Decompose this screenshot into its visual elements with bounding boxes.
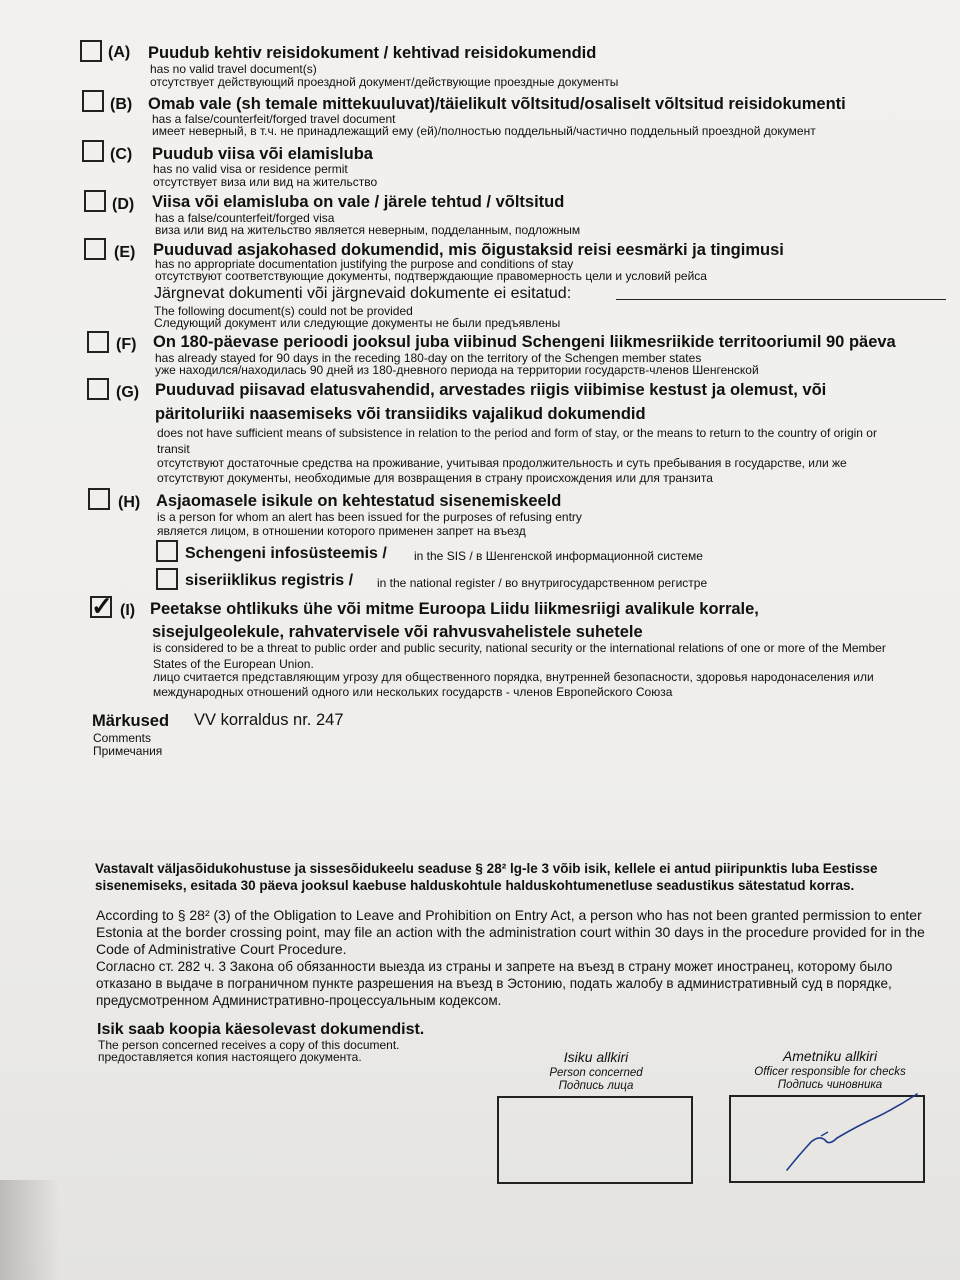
checkbox-h-national[interactable]: [156, 568, 178, 590]
item-g-ru-2: отсутствуют документы, необходимые для возвращения в страну происхождения или для транзита: [157, 471, 713, 485]
item-a-letter: (A): [108, 44, 131, 61]
item-d-ru: виза или вид на жительство является неверным, подделанным, подложным: [155, 223, 581, 237]
item-e-letter: (E): [114, 244, 136, 261]
person-signature-ru: Подпись лица: [558, 1080, 634, 1092]
remarks-ru: Примечания: [93, 744, 163, 758]
item-g-en: does not have sufficient means of subsistence in relation to the period and form of stay, or the means to return to the country of origin or: [157, 426, 877, 440]
item-g-ru: отсутствуют достаточные средства на проживание, учитывая продолжительность и суть пребывания в государстве, или же: [157, 456, 847, 470]
item-h-sis-title: Schengeni infosüsteemis /: [185, 545, 387, 562]
item-f-letter: (F): [116, 336, 137, 353]
item-b-ru: имеет неверный, в т.ч. не принадлежащий ему (ей)/полностью поддельный/частично поддельный проездной документ: [152, 124, 816, 138]
checkbox-e[interactable]: [84, 238, 106, 260]
item-g-title-2: päritoluriiki naasemiseks või transiidiks vajalikud dokumendid: [155, 405, 646, 423]
checkbox-h-sis[interactable]: [156, 540, 178, 562]
item-h-national-title: siseriiklikus registris /: [185, 572, 354, 589]
item-a-en: has no valid travel document(s): [150, 62, 317, 76]
item-a-title: Puudub kehtiv reisidokument / kehtivad reisidokumendid: [148, 44, 597, 62]
item-e-sub-en: The following document(s) could not be provided: [154, 304, 413, 318]
item-g-letter: (G): [116, 384, 140, 401]
item-e-en: has no appropriate documentation justifying the purpose and conditions of stay: [155, 257, 574, 271]
item-d-letter: (D): [112, 196, 135, 213]
item-g-en-2: transit: [157, 442, 190, 456]
item-h-ru: является лицом, в отношении которого применен запрет на въезд: [157, 524, 526, 538]
item-b-en: has a false/counterfeit/forged travel document: [152, 112, 396, 126]
item-i-ru: лицо считается представляющим угрозу для общественного порядка, внутренней безопасности, здоровья народонаселения или: [153, 670, 874, 684]
legal-et: Vastavalt väljasõidukohustuse ja sissesõidukeelu seaduse § 28² lg-le 3 võib isik, kellele ei antud piiripunktis luba Eestisse sisenemiseks, esitada 30 päeva jooksul kaebuse halduskohtule halduskohtumenetluse seadustikus sätestatud korras.: [95, 861, 878, 893]
item-e-sub-ru: Следующий документ или следующие документы не были предъявлены: [154, 316, 561, 330]
item-h-title: Asjaomasele isikule on kehtestatud sisenemiskeeld: [156, 492, 562, 510]
legal-ru: Согласно ст. 282 ч. 3 Закона об обязанности выезда из страны и запрете на въезд в страну может иностранец, которому было отказано в выдаче в пограничном пункте разрешения на въезд в Эстонию, подать жалобу в административный суд в порядке, предусмотренном Административно-процессуальным кодексом.: [96, 959, 893, 1008]
item-d-title: Viisa või elamisluba on vale / järele tehtud / võltsitud: [152, 193, 565, 211]
item-f-title: On 180-päevase perioodi jooksul juba viibinud Schengeni liikmesriikide territooriumil 90 päeva: [153, 333, 896, 351]
checkbox-a[interactable]: [80, 40, 102, 62]
item-b-title: Omab vale (sh temale mittekuuluvat)/täielikult võltsitud/osaliselt võltsitud reisidokumenti: [148, 95, 846, 113]
page-shadow: [0, 1180, 60, 1280]
checkbox-b[interactable]: [82, 90, 104, 112]
remarks-en: Comments: [93, 731, 152, 745]
person-signature-en: Person concerned: [549, 1067, 643, 1079]
item-e-documents-field[interactable]: [616, 298, 946, 300]
legal-en: According to § 28² (3) of the Obligation to Leave and Prohibition on Entry Act, a person who has not been granted permission to enter Estonia at the border crossing point, may file an action with the administration court within 30 days in the procedure provided for in the Code of Administrative Court Procedure.: [96, 907, 925, 957]
handwritten-signature: [729, 1080, 929, 1190]
item-e-sub-title: Järgnevat dokumenti või järgnevaid dokumente ei esitatud:: [154, 285, 572, 302]
officer-signature-ru: Подпись чиновника: [777, 1079, 883, 1091]
person-signature-label: Isiku allkiri: [563, 1049, 629, 1065]
item-i-letter: (I): [120, 602, 136, 619]
item-h-national-note: in the national register / во внутригосударственном регистре: [377, 576, 708, 590]
checkbox-i[interactable]: [90, 591, 113, 621]
copy-title: Isik saab koopia käesolevast dokumendist.: [97, 1021, 425, 1038]
item-f-en: has already stayed for 90 days in the receding 180-day on the territory of the Schengen member states: [155, 351, 702, 365]
checkbox-h[interactable]: [88, 488, 110, 510]
item-e-ru: отсутствуют соответствующие документы, подтверждающие правомерность цели и условий рейса: [155, 269, 707, 283]
item-b-letter: (B): [110, 96, 133, 113]
item-c-en: has no valid visa or residence permit: [153, 162, 348, 176]
item-d-en: has a false/counterfeit/forged visa: [155, 211, 335, 225]
item-g-title: Puuduvad piisavad elatusvahendid, arvestades riigis viibimise kestust ja olemust, või: [155, 381, 827, 399]
item-i-title-2: sisejulgeolekule, rahvatervisele või rahvusvahelistele suhetele: [152, 623, 643, 641]
checkbox-f[interactable]: [87, 331, 109, 353]
item-h-letter: (H): [118, 494, 141, 511]
item-h-en: is a person for whom an alert has been issued for the purposes of refusing entry: [157, 510, 582, 524]
checkbox-g[interactable]: [87, 378, 109, 400]
item-c-title: Puudub viisa või elamisluba: [152, 145, 373, 163]
officer-signature-label: Ametniku allkiri: [782, 1048, 878, 1064]
item-f-ru: уже находился/находилась 90 дней из 180-дневного периода на территории государств-членов Шенгенской: [155, 363, 759, 377]
item-h-sis-note: in the SIS / в Шенгенской информационной системе: [414, 549, 703, 563]
person-signature-box[interactable]: [497, 1096, 693, 1184]
copy-ru: предоставляется копия настоящего документа.: [98, 1050, 362, 1064]
copy-en: The person concerned receives a copy of this document.: [98, 1038, 400, 1052]
item-e-title: Puuduvad asjakohased dokumendid, mis õigustaksid reisi eesmärki ja tingimusi: [153, 241, 784, 259]
checkbox-d[interactable]: [84, 190, 106, 212]
item-i-ru-2: международных отношений одного или нескольких государств - членов Европейского Союза: [153, 685, 673, 699]
checkbox-c[interactable]: [82, 140, 104, 162]
item-c-letter: (C): [110, 146, 133, 163]
remarks-value: VV korraldus nr. 247: [194, 711, 344, 729]
remarks-label: Märkused: [92, 712, 170, 730]
item-c-ru: отсутствует виза или вид на жительство: [153, 175, 378, 189]
item-i-en-2: States of the European Union.: [153, 657, 314, 671]
item-i-title: Peetakse ohtlikuks ühe või mitme Euroopa Liidu liikmesriigi avalikule korrale,: [150, 600, 759, 618]
item-a-ru: отсутствует действующий проездной документ/действующие проездные документы: [150, 75, 619, 89]
checkmark-icon: ✓: [91, 591, 113, 621]
item-i-en: is considered to be a threat to public order and public security, national security or the international relations of one or more of the Member: [153, 641, 886, 655]
officer-signature-en: Officer responsible for checks: [754, 1066, 906, 1078]
